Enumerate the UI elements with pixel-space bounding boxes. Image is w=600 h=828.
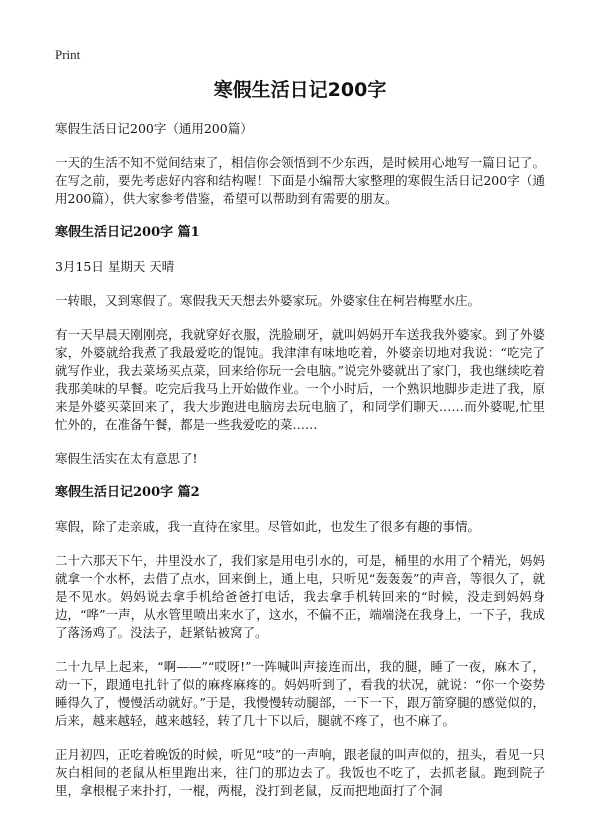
paragraph: 正月初四，正吃着晚饭的时候，听见“吱”的一声响，跟老鼠的叫声似的，扭头，看见一只灰白相间的老鼠从柜里跑出来，往门的那边去了。我饭也不吃了，去抓老鼠。跑到院子里，拿根棍子来扑打，一棍，两棍，没打到老鼠，反而把地面打了个洞 <box>55 747 545 798</box>
diary-date: 3月15日 星期天 天晴 <box>55 259 175 274</box>
paragraph: 二十六那天下午，井里没水了，我们家是用电引水的，可是，桶里的水用了个精光，妈妈就拿一个水杯，去借了点水，回来倒上，通上电，只听见“轰轰轰”的声音，等很久了，就是不见水。妈妈说去拿手机给爸爸打电话，我去拿手机转回来的“时候，没走到妈妈身边，“哗”一声，从水管里喷出来水了，这水，不偏不正，端端浇在我身上，一下子，我成了落汤鸡了。没法子，赶紧钻被窝了。 <box>55 553 545 640</box>
section-heading-1: 寒假生活日记200字 篇1 <box>55 225 200 240</box>
document-title: 寒假生活日记200字 <box>213 79 387 101</box>
paragraph: 寒假，除了走亲戚，我一直待在家里。尽管如此，也发生了很多有趣的事情。 <box>55 519 481 534</box>
paragraph: 一转眼，又到寒假了。寒假我天天想去外婆家玩。外婆家住在柯岩梅墅水庄。 <box>55 293 481 308</box>
paragraph: 二十九早上起来，“啊——”“哎呀!”一阵喊叫声接连而出，我的腿，睡了一夜，麻木了，动一下，跟通电扎针了似的麻疼麻疼的。妈妈听到了，看我的状况，就说：“你一个姿势睡得久了，慢慢活动就好。”于是，我慢慢转动腿部，一下一下，跟万箭穿腿的感觉似的，后来，越来越轻，越来越轻，转了几十下以后，腿就不疼了，也不麻了。 <box>55 659 545 728</box>
paragraph: 寒假生活实在太有意思了! <box>55 451 198 466</box>
print-link[interactable]: Print <box>55 47 81 62</box>
paragraph: 有一天早晨天刚刚亮，我就穿好衣服，洗脸刷牙，就叫妈妈开车送我我外婆家。到了外婆家，外婆就给我煮了我最爱吃的馄饨。我津津有味地吃着，外婆亲切地对我说：“吃完了就写作业，我去菜场买点菜，回来给你玩一会电脑。”说完外婆就出了家门，我也继续吃着我那美味的早餐。吃完后我马上开始做作业。一个小时后，一个熟识地脚步走进了我，原来是外婆买菜回来了，我大步跑进电脑房去玩电脑了，和同学们聊天……而外婆呢,忙里忙外的，在准备午餐，都是一些我爱吃的菜…… <box>55 327 545 432</box>
intro-paragraph: 一天的生活不知不觉间结束了，相信你会领悟到不少东西，是时候用心地写一篇日记了。在写之前，要先考虑好内容和结构喔！下面是小编帮大家整理的寒假生活日记200字（通用200篇），供大家参考借鉴，希望可以帮助到有需要的朋友。 <box>55 155 545 206</box>
section-heading-2: 寒假生活日记200字 篇2 <box>55 485 200 500</box>
document-subtitle: 寒假生活日记200字（通用200篇） <box>55 121 253 136</box>
document-body <box>55 76 545 816</box>
